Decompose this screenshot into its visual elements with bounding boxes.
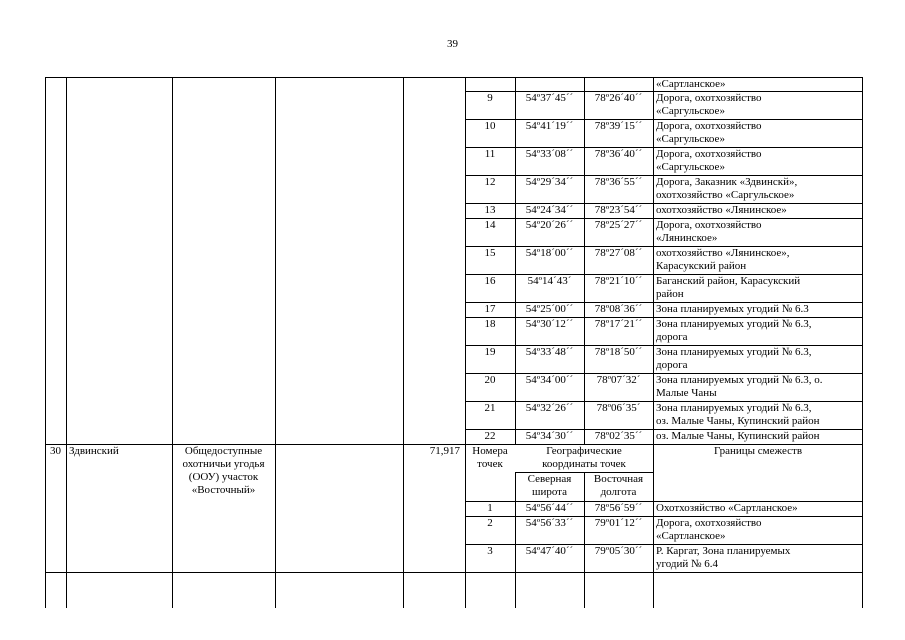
col-line: [515, 472, 516, 608]
area-value: 71,917: [429, 445, 460, 457]
district-name: [69, 445, 169, 458]
border-description-line: Дорога, охотхозяйство: [656, 148, 762, 160]
latitude-value-line: 54º34´30´´: [525, 430, 574, 442]
point-number: [466, 219, 514, 232]
border-description-line: дорога: [656, 331, 688, 343]
point-number-line: 22: [484, 430, 496, 442]
border-description-line: Дорога, охотхозяйство: [656, 517, 762, 529]
page-number: 39: [447, 38, 458, 50]
latitude-value-line: 54º32´26´´: [525, 402, 574, 414]
longitude-value: [585, 545, 652, 558]
border-description-line: угодий № 6.4: [656, 558, 719, 570]
col-line: [172, 77, 173, 608]
longitude-value-line: 78º36´40´´: [594, 148, 643, 160]
longitude-value: [585, 318, 652, 331]
latitude-value: [516, 402, 583, 415]
longitude-value: [585, 303, 652, 316]
point-number-line: 15: [484, 247, 496, 259]
point-number: [466, 430, 514, 443]
border-description-line: «Сартланское»: [656, 78, 726, 90]
border-description: [656, 374, 860, 400]
district-name-line: Здвинский: [69, 445, 119, 457]
latitude-value: [516, 303, 583, 316]
longitude-value-line: 78º02´35´´: [594, 430, 643, 442]
border-description-line: Зона планируемых угодий № 6.3,: [656, 402, 812, 414]
border-description-line: Р. Каргат, Зона планируемых: [656, 545, 791, 557]
border-description-line: Малые Чаны: [656, 387, 717, 399]
land-category-line: «Восточный»: [191, 484, 256, 496]
table-bottom-border: [45, 572, 863, 573]
latitude-value: [516, 247, 583, 260]
point-number-line: 21: [484, 402, 496, 414]
border-description: [656, 303, 860, 316]
latitude-value-line: 54º34´00´´: [525, 374, 574, 386]
longitude-value: [585, 502, 652, 515]
latitude-value-line: 54º29´34´´: [525, 176, 574, 188]
longitude-value: [585, 92, 652, 105]
point-number: [466, 247, 514, 260]
longitude-value-line: 79º01´12´´: [594, 517, 643, 529]
point-number: [466, 204, 514, 217]
latitude-value-line: 54º18´00´´: [525, 247, 574, 259]
longitude-value-line: 78º56´59´´: [594, 502, 643, 514]
point-number-line: 3: [487, 545, 493, 557]
land-category-line: охотничьи угодья: [182, 458, 265, 470]
border-description: [656, 148, 860, 174]
longitude-value: [585, 275, 652, 288]
header-longitude: [585, 473, 652, 499]
col-line: [584, 77, 585, 444]
border-description: [656, 120, 860, 146]
longitude-value-line: 78º07´32´: [596, 374, 641, 386]
land-table: [45, 77, 863, 608]
point-number-line: 11: [484, 148, 496, 160]
header-border: [654, 445, 862, 458]
land-category: [174, 445, 273, 497]
col-line: [515, 77, 516, 444]
point-number: [466, 402, 514, 415]
border-description-line: «Саргульское»: [656, 133, 725, 145]
point-number-line: 12: [484, 176, 496, 188]
longitude-value: [585, 374, 652, 387]
border-description: [656, 176, 860, 202]
longitude-value-line: 78º23´54´´: [594, 204, 643, 216]
point-number: [466, 318, 514, 331]
header-longitude-line: долгота: [600, 486, 637, 498]
latitude-value-line: 54º56´44´´: [525, 502, 574, 514]
latitude-value: [516, 275, 583, 288]
border-description-line: охотхозяйство «Лянинское»,: [656, 247, 790, 259]
border-description: [656, 204, 860, 217]
longitude-value: [585, 517, 652, 530]
border-description-line: Дорога, охотхозяйство: [656, 120, 762, 132]
border-description: [656, 402, 860, 428]
border-description: [656, 430, 860, 443]
point-number: [466, 303, 514, 316]
point-number: [466, 545, 514, 558]
entry-number-line: 30: [50, 445, 61, 457]
border-description: [656, 92, 860, 118]
col-line: [45, 77, 46, 608]
border-description-line: Охотхозяйство «Сартланское»: [656, 502, 798, 514]
point-number-line: 16: [484, 275, 496, 287]
col-line: [584, 472, 585, 608]
col-line: [653, 77, 654, 608]
header-points-line: Номера: [472, 445, 508, 457]
latitude-value: [516, 318, 583, 331]
border-description: [656, 78, 860, 91]
header-latitude-line: Северная: [527, 473, 572, 485]
border-description-line: Дорога, Заказник «Здвинскй»,: [656, 176, 798, 188]
border-description-line: охотхозяйство «Саргульское»: [656, 189, 795, 201]
longitude-value-line: 78º39´15´´: [594, 120, 643, 132]
border-description: [656, 346, 860, 372]
latitude-value: [516, 545, 583, 558]
longitude-value: [585, 120, 652, 133]
point-number-line: 13: [484, 204, 496, 216]
latitude-value-line: 54º33´48´´: [525, 346, 574, 358]
col-line: [862, 77, 863, 608]
point-number-line: 19: [484, 346, 496, 358]
longitude-value: [585, 219, 652, 232]
point-number-line: 14: [484, 219, 496, 231]
longitude-value-line: 78º36´55´´: [594, 176, 643, 188]
border-description-line: «Саргульское»: [656, 161, 725, 173]
border-description-line: Зона планируемых угодий № 6.3: [656, 303, 809, 315]
latitude-value-line: 54º37´45´´: [525, 92, 574, 104]
header-border-line: Границы смежеств: [713, 445, 803, 457]
longitude-value-line: 78º26´40´´: [594, 92, 643, 104]
header-longitude-line: Восточная: [593, 473, 644, 485]
point-number-line: 18: [484, 318, 496, 330]
longitude-value-line: 78º21´10´´: [594, 275, 643, 287]
border-description-line: «Лянинское»: [656, 232, 718, 244]
latitude-value: [516, 219, 583, 232]
latitude-value: [516, 120, 583, 133]
longitude-value: [585, 247, 652, 260]
point-number-line: 2: [487, 517, 493, 529]
land-category-line: (ООУ) участок: [188, 471, 259, 483]
point-number-line: 17: [484, 303, 496, 315]
header-latitude-line: широта: [531, 486, 568, 498]
point-number: [466, 275, 514, 288]
border-description-line: оз. Малые Чаны, Купинский район: [656, 415, 820, 427]
border-description: [656, 247, 860, 273]
border-description-line: Баганский район, Карасукский: [656, 275, 801, 287]
border-description: [656, 545, 860, 571]
latitude-value-line: 54º56´33´´: [525, 517, 574, 529]
point-number-line: 1: [487, 502, 493, 514]
point-number-line: 9: [487, 92, 493, 104]
longitude-value-line: 78º08´36´´: [594, 303, 643, 315]
point-number-line: 10: [484, 120, 496, 132]
col-line: [275, 77, 276, 608]
border-description-line: охотхозяйство «Лянинское»: [656, 204, 787, 216]
point-number: [466, 374, 514, 387]
longitude-value-line: 78º18´50´´: [594, 346, 643, 358]
border-description: [656, 219, 860, 245]
latitude-value-line: 54º33´08´´: [525, 148, 574, 160]
longitude-value-line: 78º25´27´´: [594, 219, 643, 231]
latitude-value-line: 54º20´26´´: [525, 219, 574, 231]
col-line: [403, 77, 404, 608]
border-description-line: Дорога, охотхозяйство: [656, 92, 762, 104]
longitude-value: [585, 346, 652, 359]
latitude-value: [516, 517, 583, 530]
border-description-line: район: [656, 288, 684, 300]
border-description-line: Зона планируемых угодий № 6.3,: [656, 346, 812, 358]
latitude-value-line: 54º24´34´´: [525, 204, 574, 216]
border-description-line: «Саргульское»: [656, 105, 725, 117]
latitude-value: [516, 92, 583, 105]
longitude-value: [585, 148, 652, 161]
longitude-value: [585, 176, 652, 189]
border-description-line: дорога: [656, 359, 688, 371]
longitude-value: [585, 430, 652, 443]
latitude-value-line: 54º30´12´´: [525, 318, 574, 330]
longitude-value-line: 78º06´35´: [596, 402, 641, 414]
border-description: [656, 502, 860, 515]
point-number: [466, 517, 514, 530]
longitude-value: [585, 204, 652, 217]
border-description: [656, 517, 860, 543]
header-coords-line: Географические: [546, 445, 622, 457]
border-description-line: Зона планируемых угодий № 6.3, о.: [656, 374, 823, 386]
latitude-value: [516, 204, 583, 217]
longitude-value-line: 78º17´21´´: [594, 318, 643, 330]
longitude-value-line: 79º05´30´´: [594, 545, 643, 557]
latitude-value: [516, 346, 583, 359]
latitude-value-line: 54º25´00´´: [525, 303, 574, 315]
point-number-line: 20: [484, 374, 496, 386]
border-description: [656, 275, 860, 301]
latitude-value: [516, 502, 583, 515]
col-line: [66, 77, 67, 608]
latitude-value-line: 54º47´40´´: [525, 545, 574, 557]
border-description-line: Зона планируемых угодий № 6.3,: [656, 318, 812, 330]
latitude-value-line: 54º14´43´: [527, 275, 572, 287]
header-coords-line: координаты точек: [542, 458, 626, 470]
border-description-line: оз. Малые Чаны, Купинский район: [656, 430, 820, 442]
point-number: [466, 92, 514, 105]
land-category-line: Общедоступные: [184, 445, 263, 457]
header-latitude: [516, 473, 583, 499]
latitude-value: [516, 176, 583, 189]
latitude-value: [516, 430, 583, 443]
header-coords: [516, 445, 652, 471]
header-points: [466, 445, 514, 471]
header-points-line: точек: [477, 458, 503, 470]
col-line: [465, 77, 466, 608]
border-description-line: Дорога, охотхозяйство: [656, 219, 762, 231]
point-number: [466, 148, 514, 161]
point-number: [466, 346, 514, 359]
border-description: [656, 318, 860, 344]
latitude-value-line: 54º41´19´´: [525, 120, 574, 132]
longitude-value: [585, 402, 652, 415]
border-description-line: «Сартланское»: [656, 530, 726, 542]
entry-number: [46, 445, 65, 458]
point-number: [466, 120, 514, 133]
latitude-value: [516, 148, 583, 161]
border-description-line: Карасукский район: [656, 260, 747, 272]
point-number: [466, 502, 514, 515]
latitude-value: [516, 374, 583, 387]
longitude-value-line: 78º27´08´´: [594, 247, 643, 259]
point-number: [466, 176, 514, 189]
